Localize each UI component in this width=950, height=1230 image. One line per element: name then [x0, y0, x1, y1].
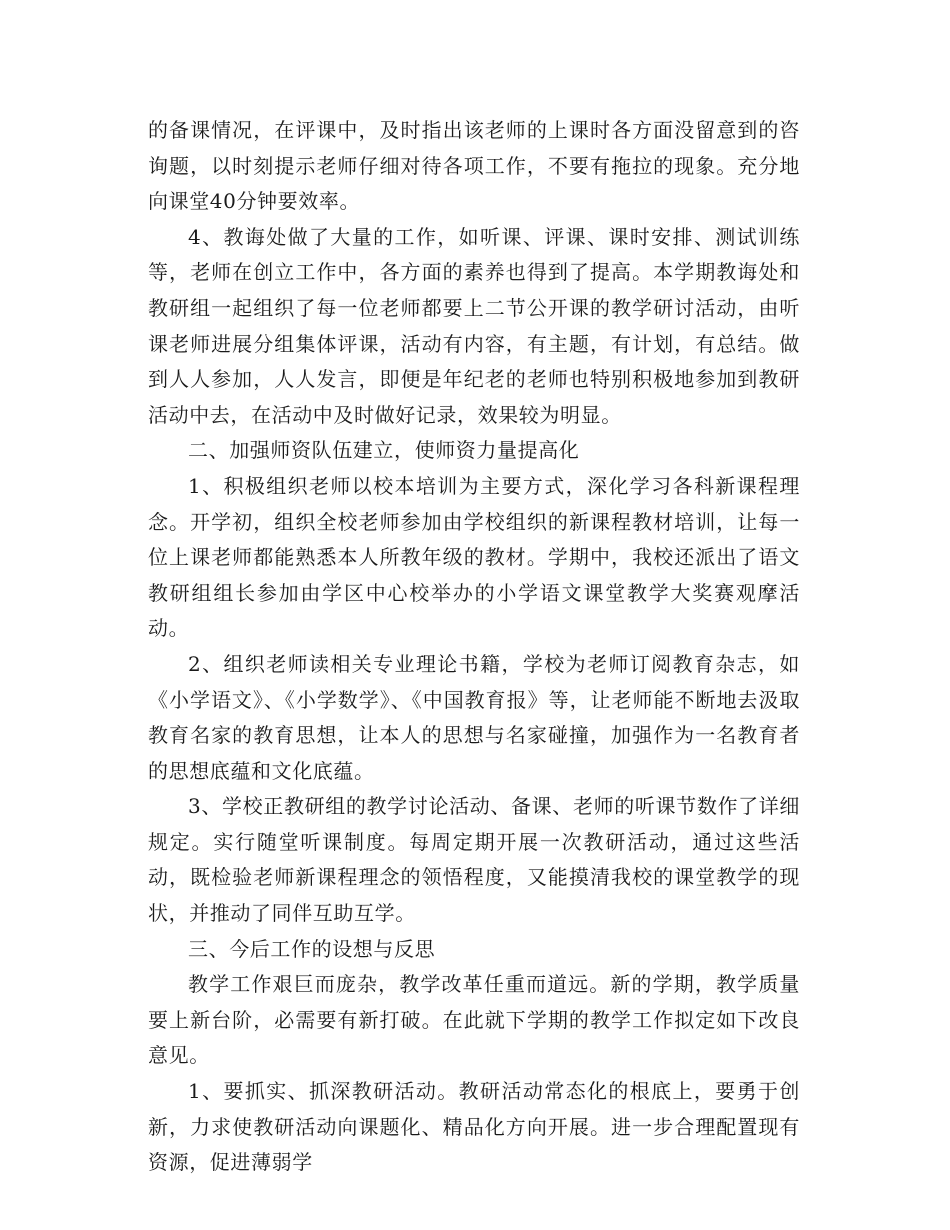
paragraph-item-3: 3、学校正教研组的教学讨论活动、备课、老师的听课节数作了详细规定。实行随堂听课制度。每周定期开展一次教研活动，通过这些活动，既检验老师新课程理念的领悟程度，又能摸清我校的课堂教学的现状，并推动了同伴互助互学。	[148, 794, 800, 926]
section-heading-2: 二、加强师资队伍建立，使师资力量提高化	[188, 438, 580, 463]
section-heading-3: 三、今后工作的设想与反思	[188, 936, 436, 961]
paragraph-item-1: 1、积极组织老师以校本培训为主要方式，深化学习各科新课程理念。开学初，组织全校老师参加由学校组织的新课程教材培训，让每一位上课老师都能熟悉本人所教年级的教材。学期中，我校还派出了语文教研组组长参加由学区中心校举办的小学语文课堂教学大奖赛观摩活动。	[148, 473, 800, 641]
paragraph-continuation: 的备课情况，在评课中，及时指出该老师的上课时各方面没留意到的咨询题，以时刻提示老师仔细对待各项工作，不要有拖拉的现象。充分地向课堂40分钟要效率。	[148, 118, 800, 214]
paragraph-item-2: 2、组织老师读相关专业理论书籍，学校为老师订阅教育杂志，如《小学语文》、《小学数学》、《中国教育报》等，让老师能不断地去汲取教育名家的教育思想，让本人的思想与名家碰撞，加强作为一名教育者的思想底蕴和文化底蕴。	[148, 651, 800, 783]
paragraph-intro: 教学工作艰巨而庞杂，教学改革任重而道远。新的学期，教学质量要上新台阶，必需要有新打破。在此就下学期的教学工作拟定如下改良意见。	[148, 972, 800, 1068]
document-body	[148, 113, 800, 1181]
paragraph-item-1b: 1、要抓实、抓深教研活动。教研活动常态化的根底上，要勇于创新，力求使教研活动向课题化、精品化方向开展。进一步合理配置现有资源，促进薄弱学	[148, 1079, 800, 1175]
paragraph-item-4: 4、教诲处做了大量的工作，如听课、评课、课时安排、测试训练等，老师在创立工作中，各方面的素养也得到了提高。本学期教诲处和教研组一起组织了每一位老师都要上二节公开课的教学研讨活动，由听课老师进展分组集体评课，活动有内容，有主题，有计划，有总结。做到人人参加，人人发言，即便是年纪老的老师也特别积极地参加到教研活动中去，在活动中及时做好记录，效果较为明显。	[148, 224, 800, 427]
